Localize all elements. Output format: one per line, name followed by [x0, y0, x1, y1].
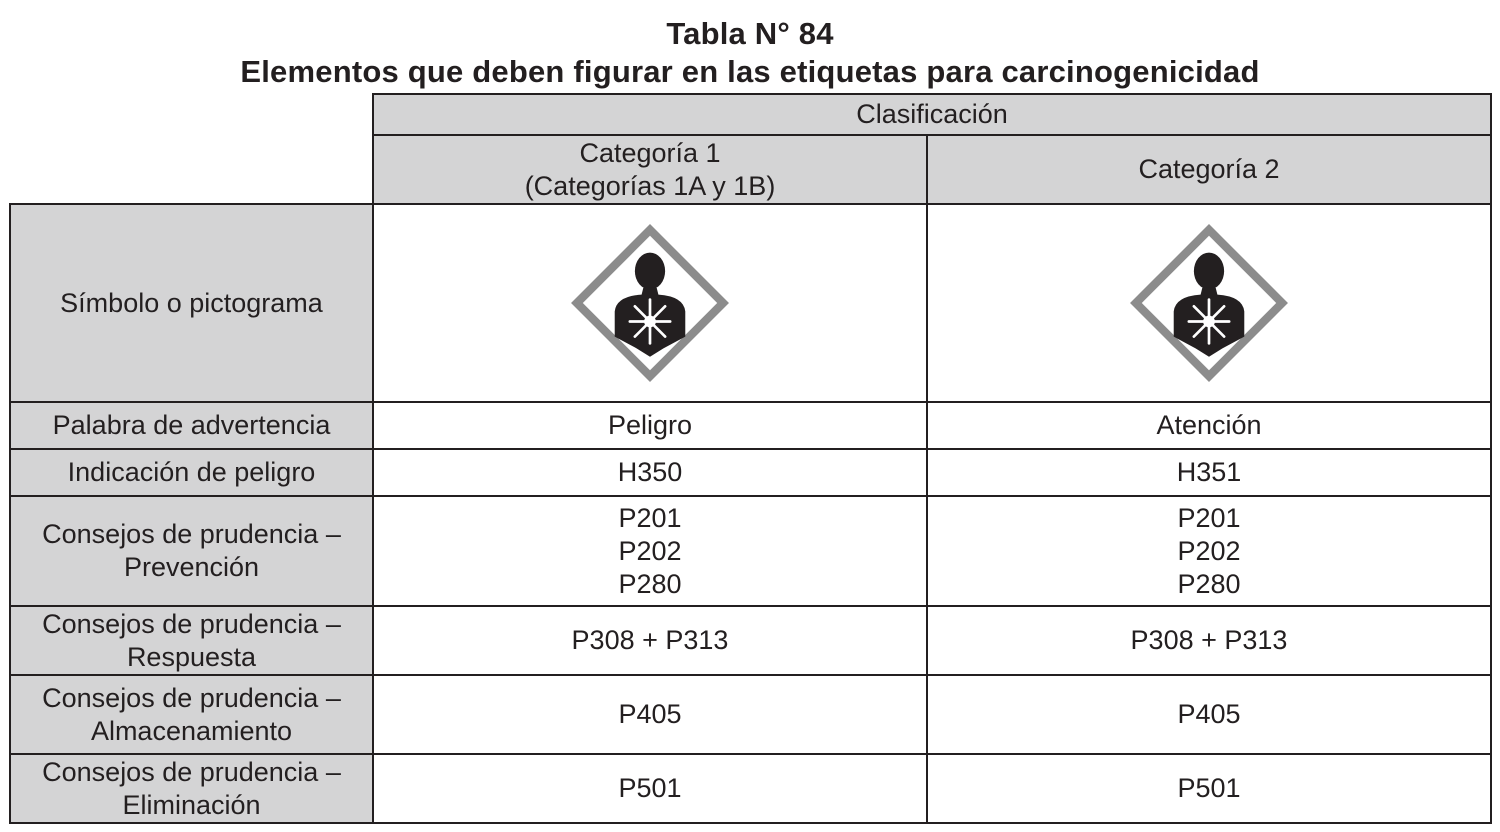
header-category-1	[372, 134, 928, 205]
cell-response-category-1: P308 + P313	[372, 605, 928, 676]
header-classification: Clasificación	[372, 93, 1492, 136]
cell-disposal-category-2: P501	[926, 753, 1492, 824]
cell-signal-word-category-2: Atención	[926, 401, 1492, 450]
row-label-pictogram: Símbolo o pictograma	[9, 203, 374, 403]
table-subtitle: Elementos que deben figurar en las etiquetas para carcinogenicidad	[240, 54, 1260, 89]
header-category-1-subtitle: (Categorías 1A y 1B)	[524, 170, 776, 201]
header-category-2: Categoría 2	[926, 134, 1492, 205]
cell-hazard-statement-category-2: H351	[926, 448, 1492, 497]
table-title: Tabla N° 84	[666, 16, 834, 51]
cell-hazard-statement-category-1: H350	[372, 448, 928, 497]
pictogram-cell-category-1	[372, 203, 928, 403]
row-label-prevention: Consejos de prudencia – Prevención	[9, 495, 374, 607]
cell-storage-category-2: P405	[926, 674, 1492, 755]
health-hazard-icon	[1125, 219, 1293, 387]
cell-prevention-category-2: P201 P202 P280	[926, 495, 1492, 607]
row-label-hazard-statement: Indicación de peligro	[9, 448, 374, 497]
row-label-response: Consejos de prudencia – Respuesta	[9, 605, 374, 676]
cell-storage-category-1: P405	[372, 674, 928, 755]
cell-disposal-category-1: P501	[372, 753, 928, 824]
header-category-1-title: Categoría 1	[579, 137, 721, 168]
health-hazard-icon	[566, 219, 734, 387]
row-label-disposal: Consejos de prudencia – Eliminación	[9, 753, 374, 824]
row-label-storage: Consejos de prudencia – Almacenamiento	[9, 674, 374, 755]
cell-signal-word-category-1: Peligro	[372, 401, 928, 450]
pictogram-cell-category-2	[926, 203, 1492, 403]
row-label-signal-word: Palabra de advertencia	[9, 401, 374, 450]
cell-response-category-2: P308 + P313	[926, 605, 1492, 676]
cell-prevention-category-1: P201 P202 P280	[372, 495, 928, 607]
